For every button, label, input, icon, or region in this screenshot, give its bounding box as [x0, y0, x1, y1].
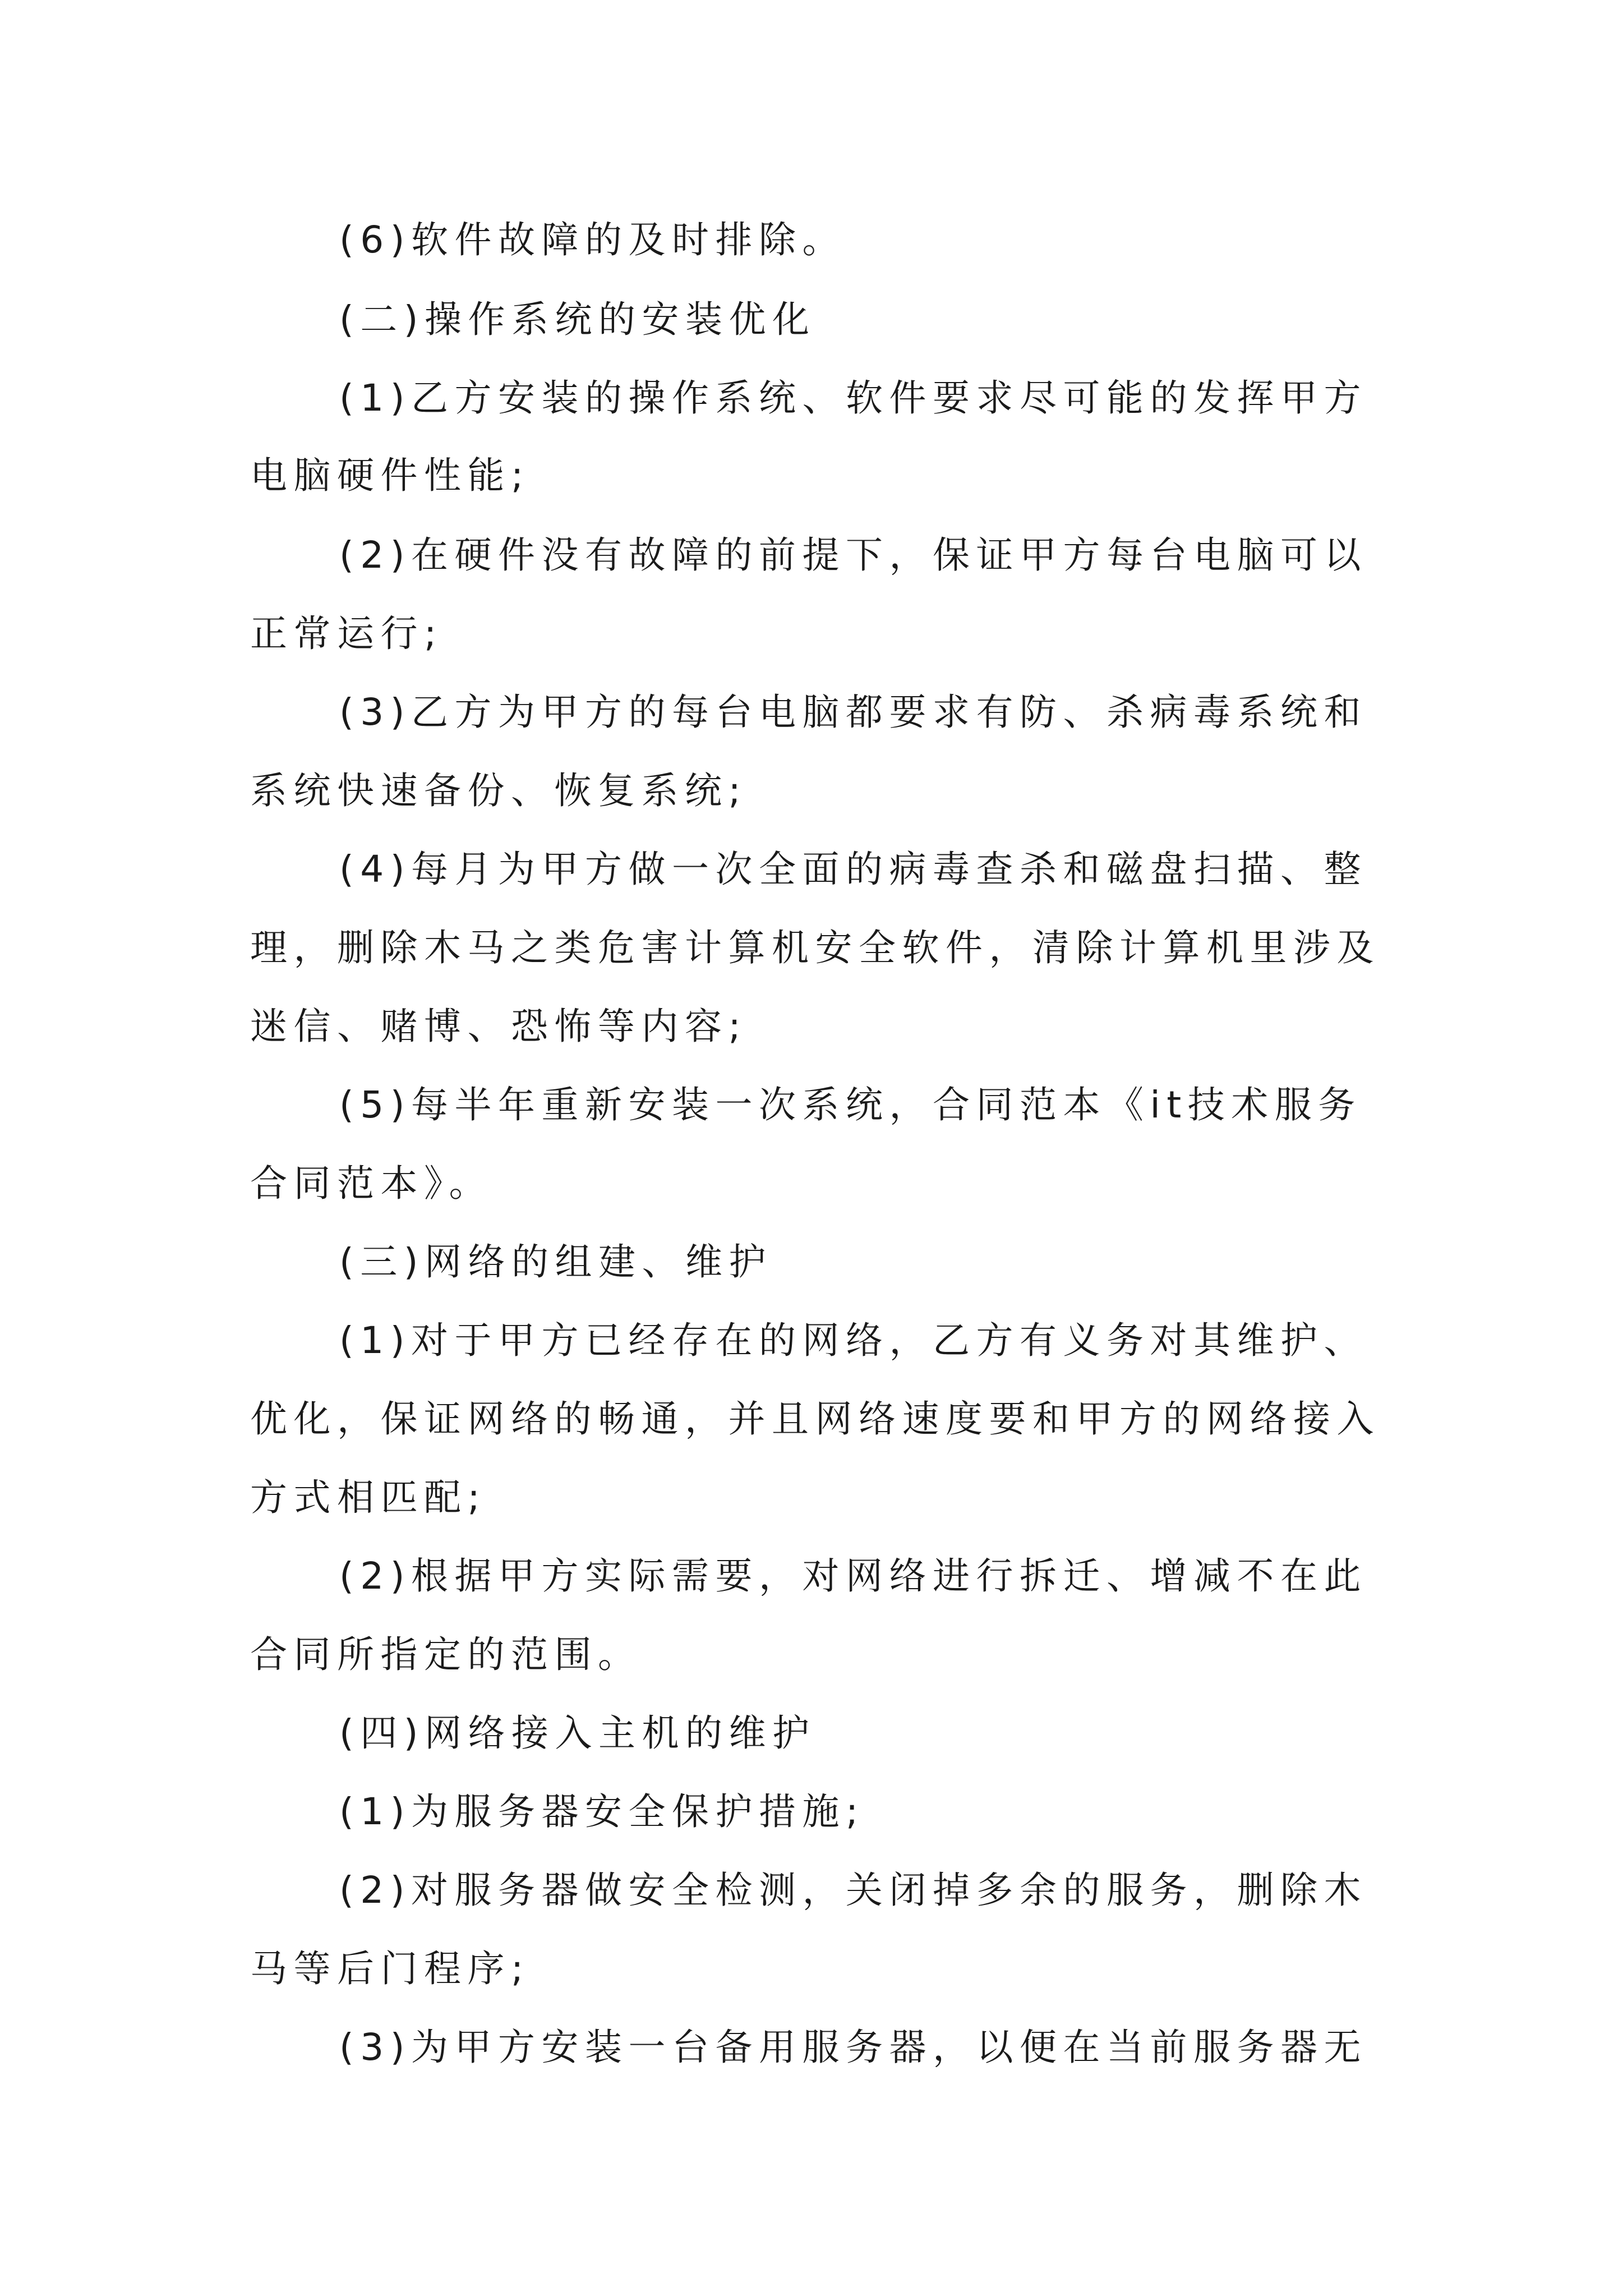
text-line: (3)为甲方安装一台备用服务器，以便在当前服务器无: [339, 2026, 1367, 2069]
text-line: (1)为服务器安全保护措施;: [339, 1790, 865, 1833]
text-line: (2)根据甲方实际需要，对网络进行拆迁、增减不在此: [339, 1554, 1367, 1598]
text-line: (4)每月为甲方做一次全面的病毒查杀和磁盘扫描、整: [339, 848, 1367, 891]
text-line: (2)在硬件没有故障的前提下，保证甲方每台电脑可以: [339, 533, 1367, 577]
text-line: 正常运行;: [250, 612, 443, 655]
text-line: (三)网络的组建、维护: [339, 1240, 772, 1283]
text-line: 迷信、赌博、恐怖等内容;: [250, 1005, 748, 1048]
text-line: 方式相匹配;: [250, 1476, 487, 1519]
text-line: (二)操作系统的安装优化: [339, 298, 816, 341]
text-line: 系统快速备份、恢复系统;: [250, 769, 748, 812]
text-line: 理，删除木马之类危害计算机安全软件，清除计算机里涉及: [250, 926, 1380, 969]
text-line: (1)乙方安装的操作系统、软件要求尽可能的发挥甲方: [339, 376, 1367, 420]
text-line: 电脑硬件性能;: [250, 454, 530, 497]
text-line: (3)乙方为甲方的每台电脑都要求有防、杀病毒系统和: [339, 691, 1367, 734]
text-line: 优化，保证网络的畅通，并且网络速度要和甲方的网络接入: [250, 1397, 1380, 1441]
text-line: 马等后门程序;: [250, 1947, 530, 1990]
text-line: (四)网络接入主机的维护: [339, 1711, 816, 1755]
text-line: (1)对于甲方已经存在的网络，乙方有义务对其维护、: [339, 1319, 1367, 1362]
text-line: (6)软件故障的及时排除。: [339, 218, 846, 261]
text-line: 合同所指定的范围。: [250, 1633, 642, 1676]
text-line: (5)每半年重新安装一次系统，合同范本《it技术服务: [339, 1083, 1362, 1126]
text-line: (2)对服务器做安全检测，关闭掉多余的服务，删除木: [339, 1869, 1367, 1912]
text-line: 合同范本》。: [250, 1162, 492, 1205]
